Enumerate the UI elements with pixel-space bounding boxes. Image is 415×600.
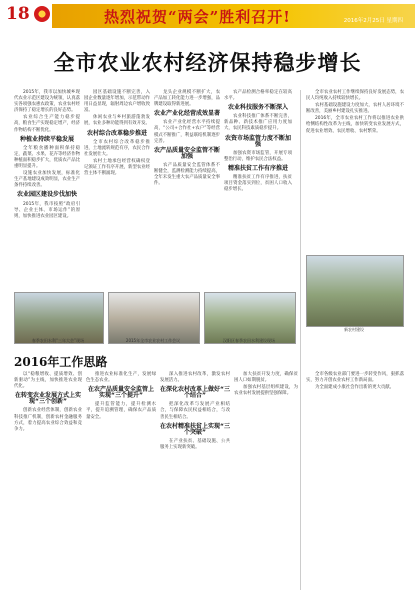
article-headline: 全市农业农村经济保持稳步增长 [53, 50, 362, 75]
subhead-combine: 在深化农村改革上做好“三个结合” [160, 386, 230, 400]
subhead-industrial: 农业产业化经营成效显著 [154, 110, 221, 118]
caption-2: 2015年全市农业农村工作会议 [125, 338, 181, 343]
photo-field [204, 292, 296, 344]
caption-3: 汉阳区春季农田水利建设现场 [223, 338, 275, 343]
column-4: 农产品检测合格率稳定在较高水平。 农业科技服务不断深入 农业科技推广体系不断完善，新品种、新技术推广应用力度加大，农民科技素质稳步提升。 农资市场监管力度不断加强 加强农资市场监管，开展专项整治行动，维护农民合法权益。 精准扶贫工作有序推进 精准扶贫工作有序推进，扶贫项目资金落实到位，贫困人口收入稳步增长。 [224, 90, 292, 193]
column-3: 龙头企业规模不断扩大，农产品加工转化能力进一步增强，品牌建设取得新进展。 农业产业化经营成效显著 农业产业化经营水平持续提高，“公司+合作社+农户”等经营模式不断推广，利益联结机制逐步完善。 农产品质量安全监管不断加强 农产品质量安全监管体系不断健全，监测检测能力持续提高，全年未发生重大农产品质量安全事件。 [154, 90, 221, 187]
subhead-park: 农业园区建设步伐加快 [16, 191, 77, 199]
subhead-breakthrough: 在农村精准扶贫上实现“三个突破” [160, 422, 230, 436]
page-header [0, 0, 415, 30]
section-col-5: 全市各级农业部门要进一步转变作风，狠抓落实，努力开创农业农村工作新局面。 为全面建成小康社会作出新的更大贡献。 [306, 372, 404, 391]
subhead-poverty: 精准扶贫工作有序推进 [227, 164, 288, 172]
subhead-reform: 农村综合改革稳步推进 [86, 129, 147, 137]
page-number: 18 [6, 4, 30, 24]
subhead-safety: 在农产品质量安全监管上实现“三个提升” [87, 386, 154, 400]
emblem-icon [34, 6, 50, 22]
section-col-2: 推进农业标准化生产，发展绿色生态农业。 在农产品质量安全监管上实现“三个提升” 提升监管能力，提升检测水平，提升追溯管理，确保农产品质量安全。 [86, 372, 156, 420]
column-2: 园区基础设施不断完善，入园企业数量逐年增加，示范带动作用日益显现，辐射周边农户增收致富。 休闲农业与乡村旅游蓬勃发展，农业多种功能得到有效开发。 农村综合改革稳步推进 全市农村综合改革稳步推进，土地流转规范有序，农民合作社发展壮大。 农村土地承包经营权确权登记颁证工作有序开展，新型农业经营主体不断涌现。 [84, 90, 150, 177]
caption-4: 新农村建设 [344, 327, 364, 332]
subhead-tech: 农业科技服务不断深入 [227, 104, 288, 112]
subhead-innovation: 在转变农业发展方式上实现“三个创新” [14, 392, 81, 406]
subhead-planting: 种植业持续平稳发展 [19, 135, 74, 143]
section-title: 2016年工作思路 [14, 355, 108, 369]
caption-1: 春季农田水利“三年大会”现场 [31, 338, 85, 343]
issue-date: 2016年2月25日 星期四 [343, 18, 403, 24]
section-col-1: 以“稳粮增收、提质增效、创新驱动”为主线，加快推进农业现代化。 在转变农业发展方式上实现“三个创新” 创新农业经营体制，创新农业科技推广机制，创新农村金融服务方式，着力提高农业综合效益和竞争力。 [14, 372, 82, 432]
column-divider [300, 90, 301, 590]
subhead-market: 农资市场监管力度不断加强 [224, 134, 291, 148]
header-banner-title: 热烈祝贺“两会”胜利召开! [104, 8, 291, 26]
photo-village [306, 255, 404, 327]
column-5: 全市农业农村工作继续保持良好发展态势，农民人均纯收入持续较快增长。 农村基础设施建设力度加大，农村人居环境不断改善，美丽乡村建设扎实推进。 2016年，全市农业农村工作将以推进农业供给侧结构性改革为主线，加快转变农业发展方式，促进农业增效、农民增收、农村繁荣。 [306, 90, 404, 134]
photo-conference [14, 292, 104, 344]
section-col-3: 深入推进农村改革，激发农村发展活力。 在深化农村改革上做好“三个结合” 把深化改革与发展产业相结合，与保障农民权益相结合，与改善民生相结合。 在农村精准扶贫上实现“三个突破” 在产业扶贫、基础设施、公共服务上实现新突破。 [160, 372, 230, 450]
subhead-quality: 农产品质量安全监管不断加强 [154, 146, 221, 160]
reform-paragraph: 全市农村综合改革稳步推进，土地流转规范有序，农民合作社发展壮大。 [84, 139, 150, 157]
column-1: 2015年，我市以加快城乡现代农业示范区建设为统领，认真落实各项强农惠农政策，农业农村经济保持了稳定增长的良好态势。 农业综合生产能力稳步提高，粮食生产实现稳定增产，经济作物结构不断优化。 种植业持续平稳发展 全年粮食播种面积保持稳定，蔬菜、水果、花卉等经济作物种植面积稳步扩大，优质农产品比重明显提升。 设施农业加快发展，标准化生产基地建设成效明显，农业生产条件持续改善。 农业园区建设步伐加快 2015年，我市按照“政府引导、企业主体、市场运作”的原则，加快推进农业园区建设。 [14, 90, 80, 219]
intro-paragraph: 2015年，我市以加快城乡现代农业示范区建设为统领，认真落实各项强农惠农政策，农业农村经济保持了稳定增长的良好态势。 [14, 90, 80, 114]
photo-meeting [108, 292, 200, 344]
section-col-4: 加大扶贫开发力度，确保贫困人口如期脱贫。 加强农村基层组织建设，为农业农村发展提供坚强保障。 [234, 372, 298, 397]
